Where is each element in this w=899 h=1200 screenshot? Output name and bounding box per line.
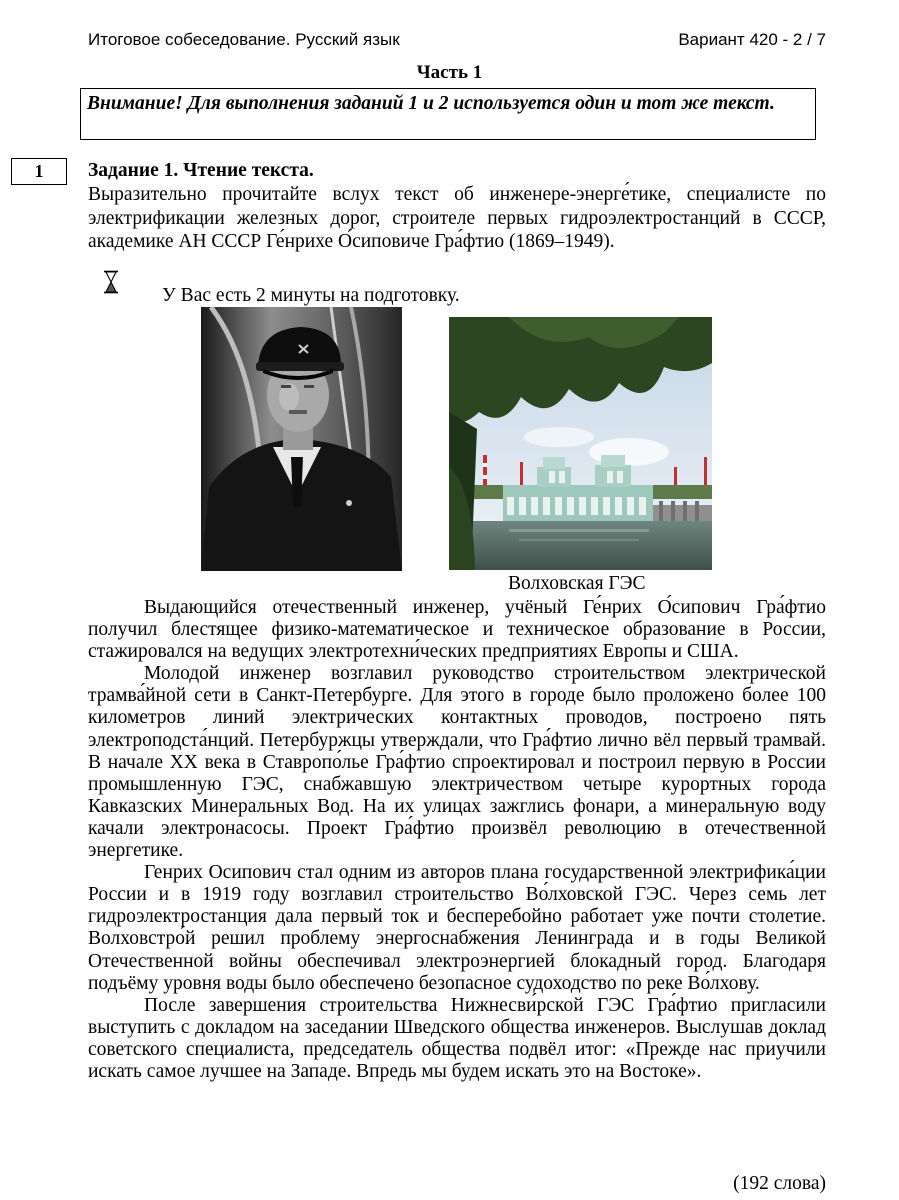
text-paragraph: После завершения строительства Нижнесви́рской ГЭС Гра́фтио пригласили выступить с докладом на заседании Шведского общества инженеров. Выслушав доклад советского специалиста, председатель общества подвёл итог: «Прежде нас приучили искать самое лучшее на Западе. Впредь мы будем искать это на Востоке». [88, 994, 826, 1082]
ges-photo-caption: Волховская ГЭС [508, 573, 646, 594]
preparation-time: У Вас есть 2 минуты на подготовку. [162, 285, 460, 306]
part-title: Часть 1 [416, 62, 483, 83]
task-title: Задание 1. Чтение текста. [88, 160, 314, 181]
text-paragraph: Молодой инженер возглавил руководство строительством электрической трамва́йной сети в Санкт-Петербурге. Для этого в городе было проложено более 100 километров линий электрических контактных проводов, построено пять электроподста́нций. Петербуржцы утверждали, что Гра́фтио лично вёл первый трамвай. В начале ХХ века в Ставропо́лье Гра́фтио спроектировал и построил первую в России промышленную ГЭС, снабжавшую электричеством четыре курортных города Кавказских Минеральных Вод. На их улицах зажглись фонари, а минеральную воду качали электронасосы. Проект Гра́фтио произвёл революцию в отечественной энергетике. [88, 663, 826, 862]
reading-text [88, 597, 826, 1083]
portrait-photo [201, 307, 402, 571]
text-paragraph: Выдающийся отечественный инженер, учёный Ге́нрих О́сипович Гра́фтио получил блестящее физико-математическое и техническое образование в России, стажировался на ведущих электротехни́ческих предприятиях Европы и США. [88, 597, 826, 663]
page-header-right: Вариант 420 - 2 / 7 [678, 30, 826, 49]
task-intro: Выразительно прочитайте вслух текст об инженере-энерге́тике, специалисте по электрификации железных дорог, строителе первых гидроэлектростанций в СССР, академике АН СССР Ге́нрихе О́сиповиче Гра́фтио (1869–1949). [88, 184, 826, 252]
attention-notice: Внимание! Для выполнения заданий 1 и 2 используется один и тот же текст. [80, 88, 816, 140]
text-paragraph: Генрих Осипович стал одним из авторов плана государственной электрифика́ции России и в 1919 году возглавил строительство Во́лховской ГЭС. Через семь лет гидроэлектростанция дала первый ток и бесперебойно работает уже почти столетие. Волховстро́й решил проблему энергоснабжения Ленинграда и в годы Великой Отечественной войны обеспечивал электроэнергией блокадный город. Благодаря подъёму уровня воды было обеспечено безопасное судоходство по реке Во́лхову. [88, 862, 826, 994]
volkhov-ges-photo [449, 317, 712, 570]
page-header-left: Итоговое собеседование. Русский язык [88, 30, 400, 49]
word-count: (192 слова) [733, 1173, 826, 1194]
hourglass-icon [102, 270, 120, 294]
task-number-box: 1 [11, 158, 67, 185]
